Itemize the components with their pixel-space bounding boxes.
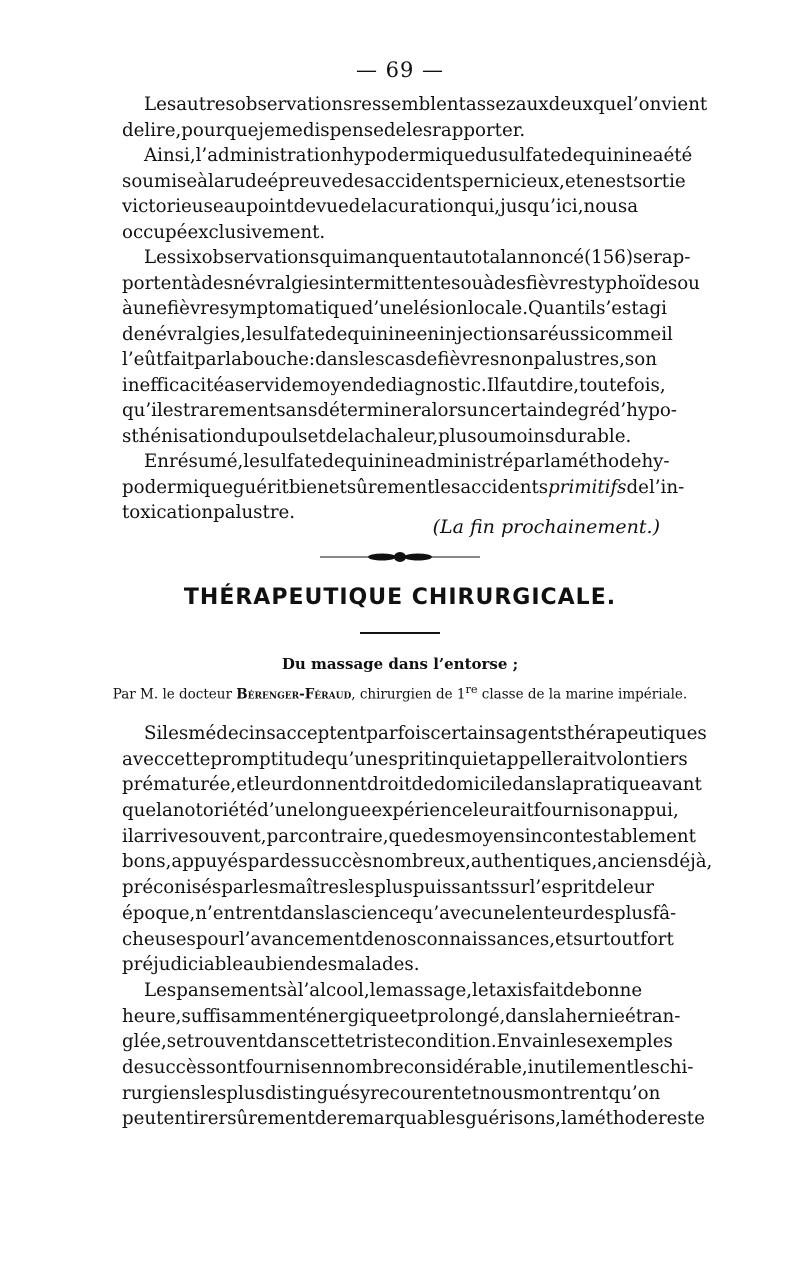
text-line: portentàdesnévralgiesintermittentesouàdesfièvrestyphoïdesou: [122, 272, 700, 294]
text-line: Lespansementsàl’alcool,lemassage,letaxisfaitdebonne: [144, 979, 643, 1001]
text-line: prématurée,etleurdonnentdroitdedomiciledanslapratiqueavant: [122, 774, 702, 796]
text-line: Lesautresobservationsressemblentassezauxdeuxquel’onvient: [144, 94, 708, 115]
text-line: desuccèssontfournisennombreconsidérable,inutilementleschi-: [122, 1056, 694, 1078]
text-line: Lessixobservationsquimanquentautotalannoncé(156)serap-: [144, 247, 691, 268]
text-line: préjudiciableaubiendesmalades.: [122, 954, 420, 976]
article-title: Du massage dans l’entorse ;: [281, 655, 519, 673]
text-line: rurgienslesplusdistinguésyrecourentetnousmontrentqu’on: [122, 1082, 661, 1104]
text-line: époque,n’entrentdanslasciencequ’avecunelenteurdesplusfâ-: [122, 902, 677, 924]
byline-prefix: Par M. le docteur: [112, 686, 232, 703]
text-line: glée,setrouventdanscettetristecondition.Envainlesexemples: [122, 1031, 673, 1053]
text-line: peutentirersûrementderemarquablesguérisons,laméthodereste: [122, 1108, 705, 1130]
byline: [0, 683, 800, 703]
closing-note: (La fin prochainement.): [432, 516, 660, 538]
text-line: bons,appuyéspardessuccèsnombreux,authentiques,anciensdéjà,: [122, 851, 713, 873]
text-line: sthénisationdupoulsetdelachaleur,plusoumoinsdurable.: [122, 425, 632, 447]
text-line: quelanotoriétéd’unelongueexpérienceleuraitfournisonappui,: [122, 800, 679, 822]
paragraphs-massage: [122, 721, 713, 1132]
title-rule: [360, 632, 440, 634]
text-line: l’eûtfaitparlabouche:danslescasdefièvresnonpalustres,son: [122, 349, 657, 370]
text-line: occupéexclusivement.: [122, 221, 326, 243]
paragraphs-quinine: [122, 92, 708, 526]
text-line: Enrésumé,lesulfatedequinineadministréparlaméthodehy-: [144, 451, 670, 472]
text-line: Silesmédecinsacceptentparfoiscertainsagentsthérapeutiques: [144, 723, 707, 744]
text-line: aveccettepromptitudequ’unespritinquietappelleraitvolontiers: [122, 748, 688, 770]
text-line: denévralgies,lesulfatedequinineeninjectionsaréussicommeil: [122, 323, 673, 345]
text-line: Ainsi,l’administrationhypodermiquedusulfatedequinineaété: [144, 145, 693, 166]
ornament-divider-icon: [320, 549, 480, 565]
text-line: podermiqueguéritbienetsûrementlesaccidentsprimitifsdel’in-: [122, 476, 685, 498]
text-line: victorieuseaupointdevuedelacurationqui,jusqu’ici,nousa: [122, 196, 639, 217]
byline-suffix-a: , chirurgien de 1: [351, 686, 466, 703]
text-line: heure,suffisammenténergiqueetprolongé,danslahernieétran-: [122, 1005, 681, 1027]
text-line: préconisésparlesmaîtreslespluspuissantssurl’espritdeleur: [122, 877, 655, 899]
text-line: qu’ilestrarementsansdétermineralorsuncertaindegréd’hypo-: [122, 400, 677, 421]
text-line: cheusespourl’avancementdenosconnaissances,etsurtoutfort: [122, 928, 674, 950]
text-line: delire,pourquejemedispensedelesrapporter.: [122, 119, 526, 141]
text-line: toxicationpalustre.: [122, 502, 296, 523]
text-line: ilarrivesouvent,parcontraire,quedesmoyensincontestablement: [122, 825, 696, 847]
text-line: àunefièvresymptomatiqued’unelésionlocale.Quantils’estagi: [122, 298, 667, 319]
page-number: — 69 —: [355, 58, 445, 82]
text-line: soumiseàlarudeépreuvedesaccidentspernicieux,etenestsortie: [122, 170, 686, 192]
byline-suffix-b: classe de la marine impériale.: [477, 686, 688, 703]
byline-author: Bérenger-Féraud: [236, 686, 352, 703]
text-line: inefficacitéaservidemoyendediagnostic.Ilfautdire,toutefois,: [122, 374, 666, 396]
section-title: THÉRAPEUTIQUE CHIRURGICALE.: [183, 585, 617, 610]
byline-sup: re: [465, 683, 478, 696]
